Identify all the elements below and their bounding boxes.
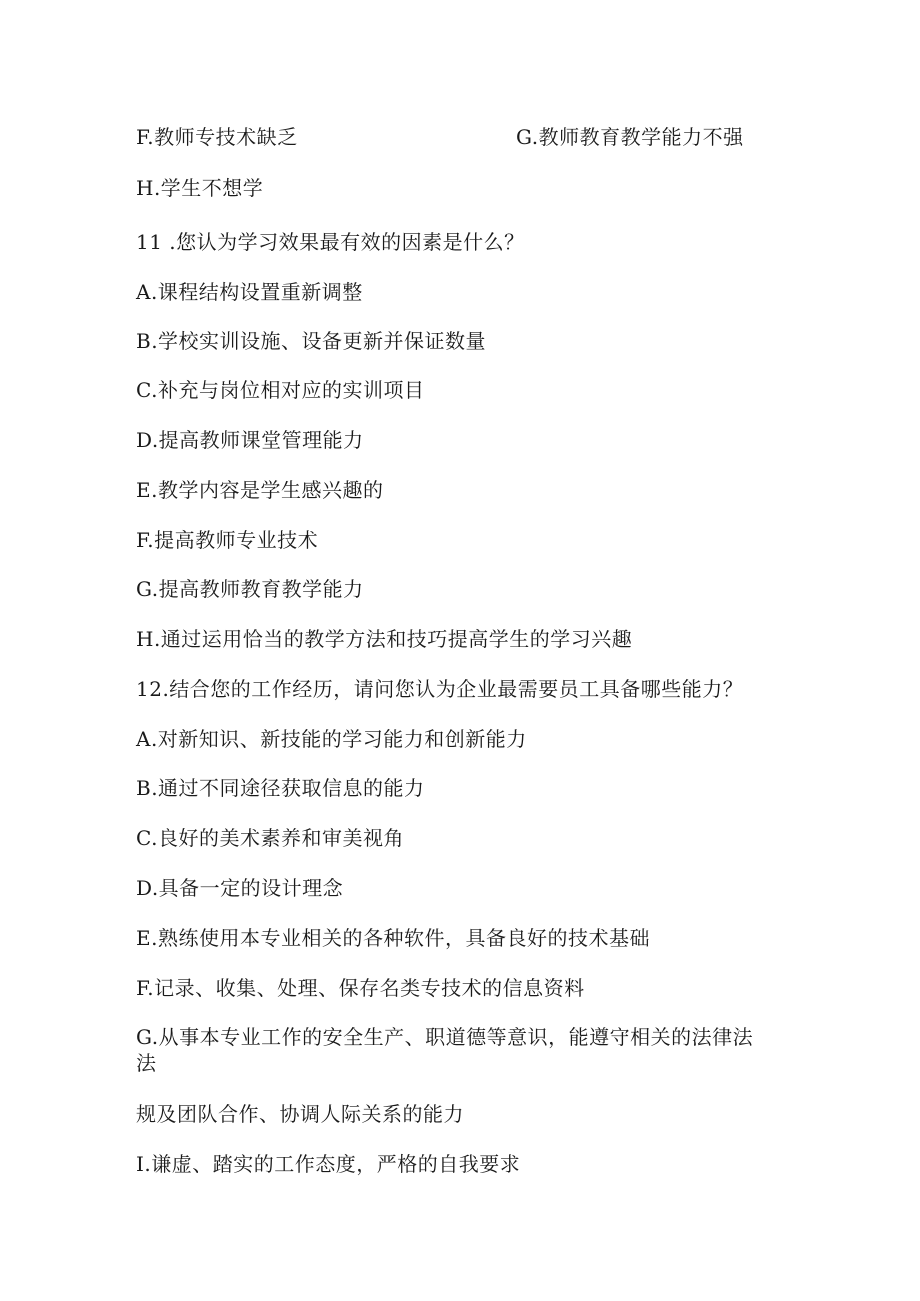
q11-option-d: D.提高教师课堂管理能力 (136, 428, 364, 452)
q12-option-e: E.熟练使用本专业相关的各种软件，具备良好的技术基础 (136, 926, 650, 950)
q12-option-g-wrap: 法 (136, 1051, 157, 1075)
q11-option-e: E.教学内容是学生感兴趣的 (136, 478, 384, 502)
q12-question: 12.结合您的工作经历，请问您认为企业最需要员工具备哪些能力？ (136, 677, 744, 701)
q12-option-d: D.具备一定的设计理念 (136, 876, 344, 900)
q11-question: 11 .您认为学习效果最有效的因素是什么？ (136, 230, 525, 254)
q11-option-c: C.补充与岗位相对应的实训项目 (136, 378, 425, 402)
q11-option-b: B.学校实训设施、设备更新并保证数量 (136, 329, 487, 353)
q12-option-c: C.良好的美术素养和审美视角 (136, 826, 404, 850)
q12-option-b: B.通过不同途径获取信息的能力 (136, 776, 425, 800)
q12-option-f: F.记录、收集、处理、保存名类专技术的信息资料 (136, 976, 585, 1000)
q12-option-a: A.对新知识、新技能的学习能力和创新能力 (136, 727, 527, 751)
q10-option-g: G.教师教育教学能力不强 (516, 125, 744, 149)
q11-option-a: A.课程结构设置重新调整 (136, 280, 363, 304)
q11-option-f: F.提高教师专业技术 (136, 528, 319, 552)
q12-option-g-continued: 规及团队合作、协调人际关系的能力 (136, 1102, 464, 1126)
q12-option-g: G.从事本专业工作的安全生产、职道德等意识，能遵守相关的法律法 (136, 1025, 754, 1049)
q10-option-h: H.学生不想学 (136, 176, 264, 200)
q11-option-h: H.通过运用恰当的教学方法和技巧提高学生的学习兴趣 (136, 627, 633, 651)
q10-options-row (136, 124, 744, 150)
q11-option-g: G.提高教师教育教学能力 (136, 577, 364, 601)
q10-option-f: F.教师专技术缺乏 (136, 125, 298, 149)
q12-option-i: I.谦虚、踏实的工作态度，严格的自我要求 (136, 1152, 521, 1176)
